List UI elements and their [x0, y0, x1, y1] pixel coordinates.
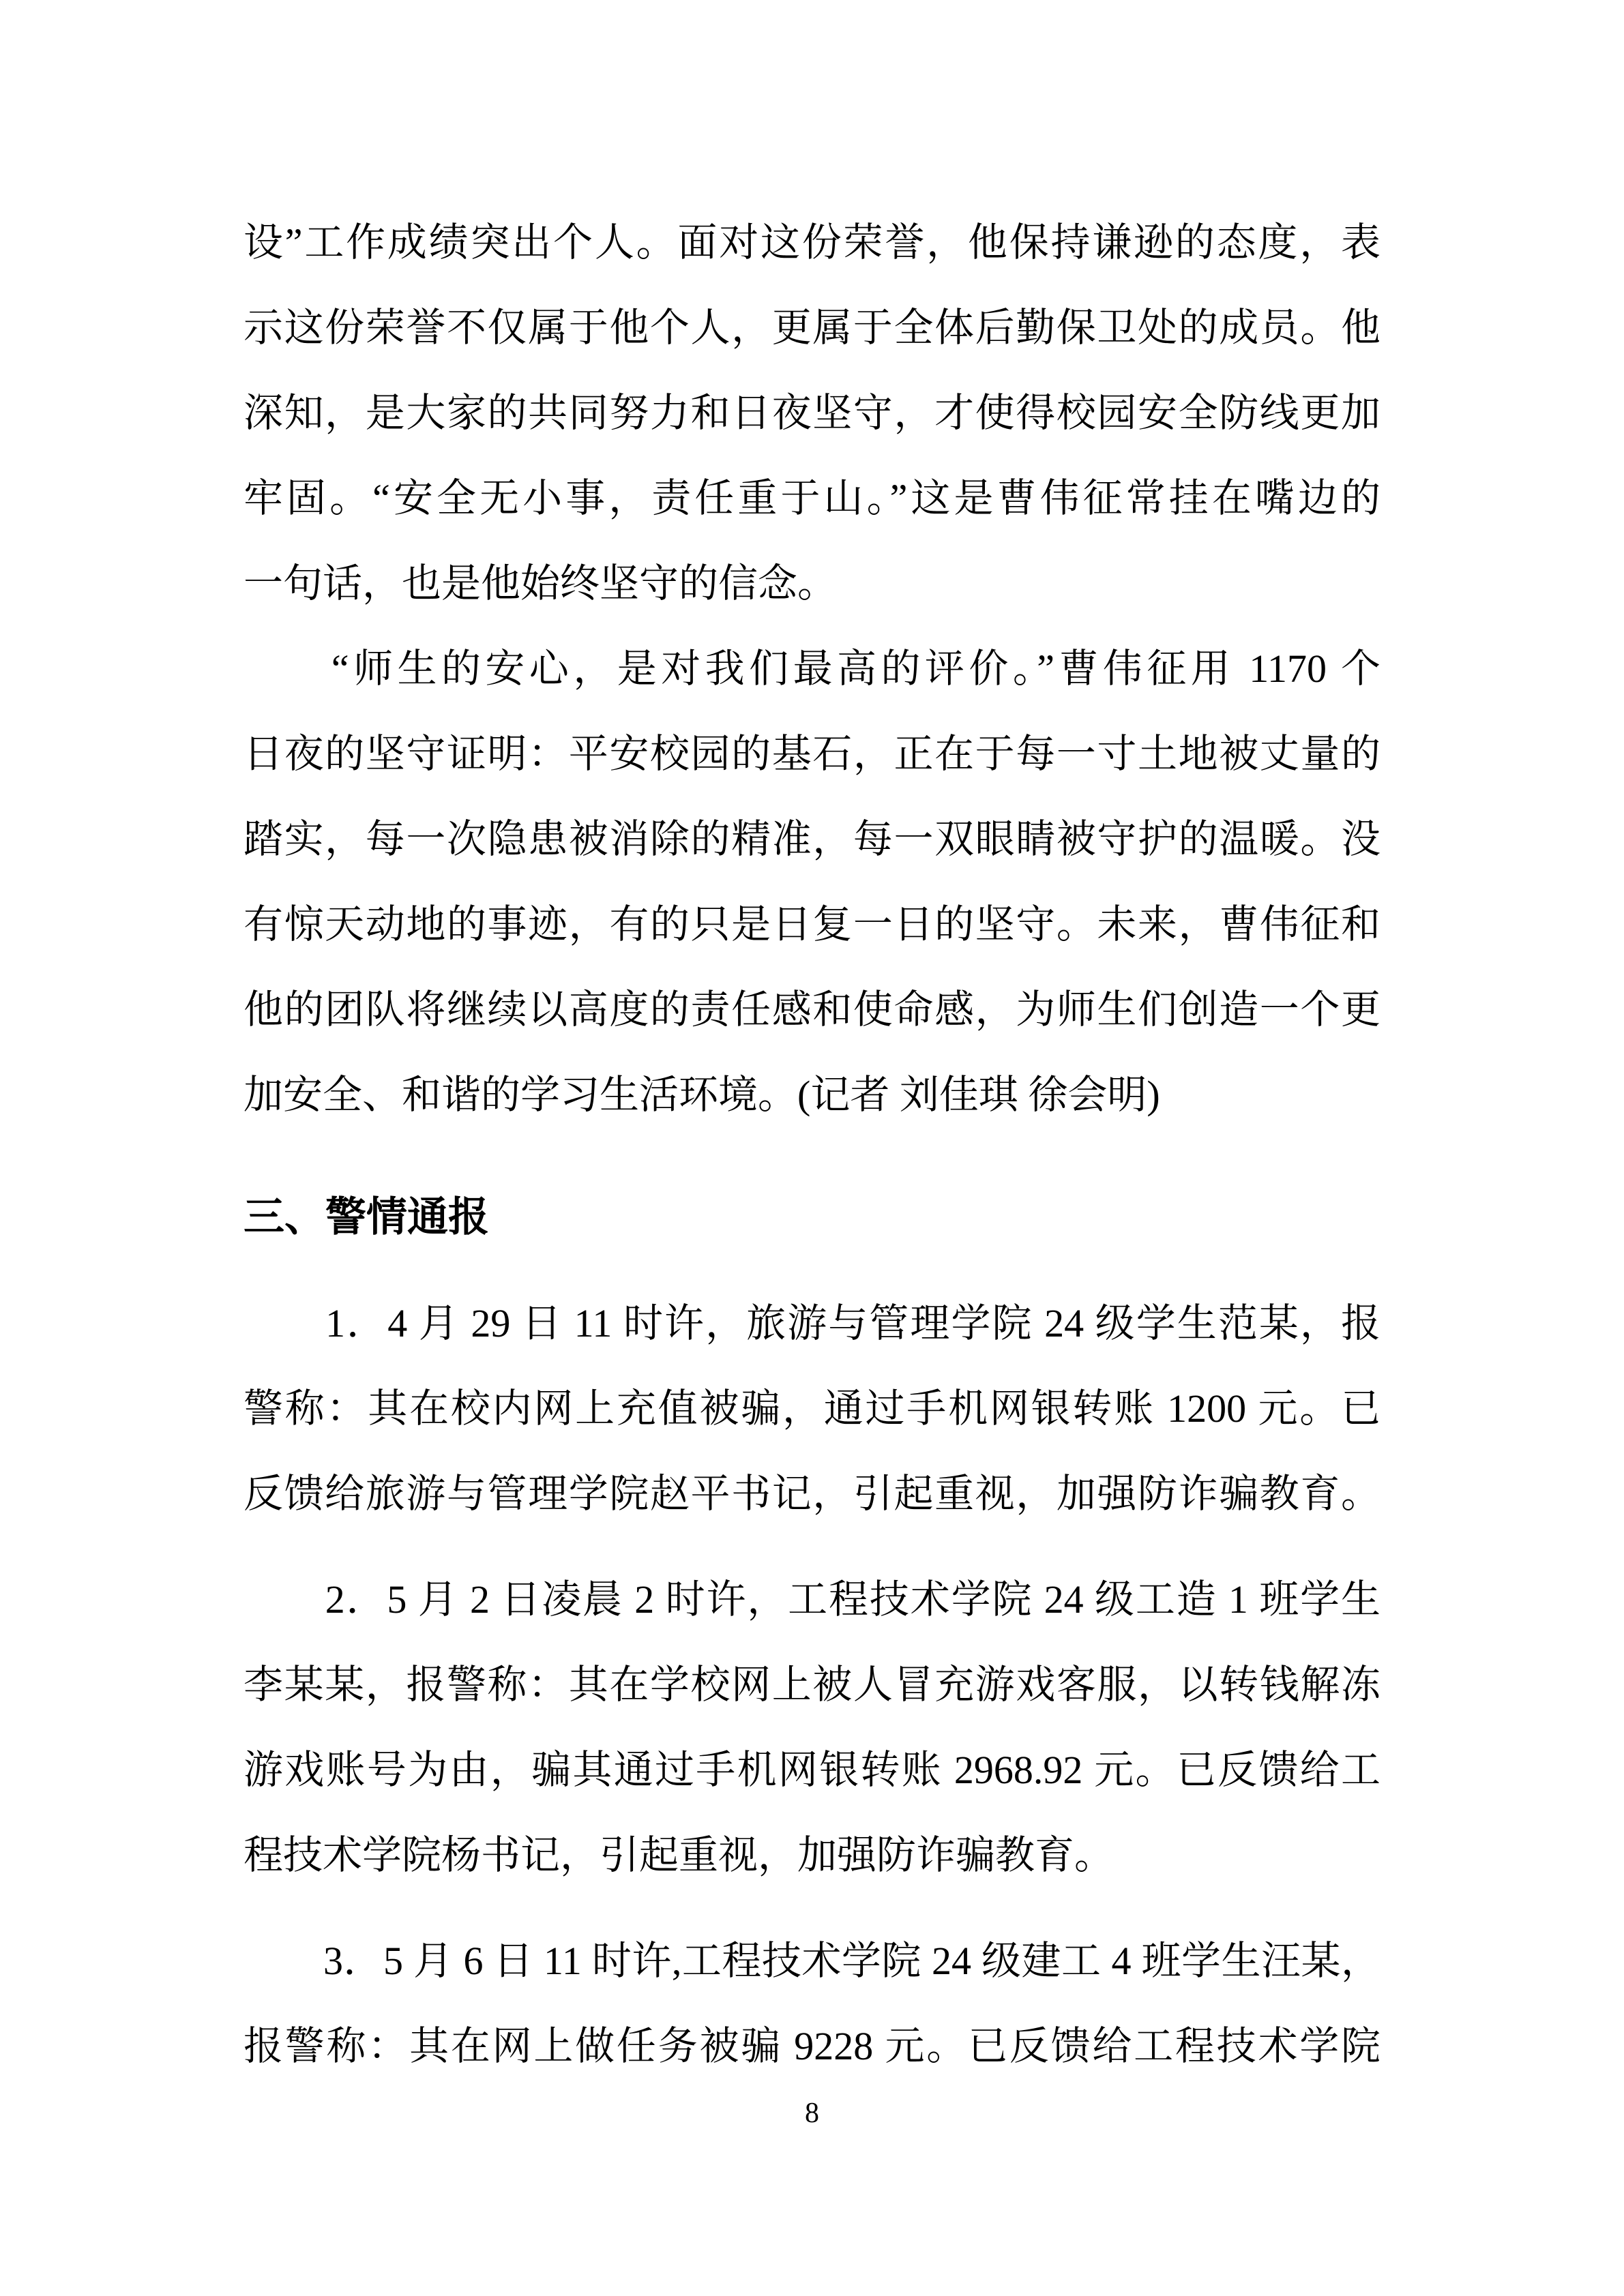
- text-line: 示这份荣誉不仅属于他个人，更属于全体后勤保卫处的成员。他: [243, 305, 1381, 350]
- text-line: 报警称：其在网上做任务被骗 9228 元。已反馈给工程技术学院: [243, 2024, 1381, 2068]
- page-number: 8: [805, 2098, 819, 2129]
- report-item: [243, 1557, 1381, 1898]
- text-line: 2．5 月 2 日凌晨 2 时许，工程技术学院 24 级工造 1 班学生: [243, 1577, 1381, 1622]
- text-line: 加安全、和谐的学习生活环境。(记者 刘佳琪 徐会明): [243, 1073, 1160, 1117]
- text-line: 李某某，报警称：其在学校网上被人冒充游戏客服，以转钱解冻: [243, 1663, 1381, 1707]
- report-item: [243, 1918, 1381, 2089]
- section-heading: [243, 1175, 1381, 1260]
- text-line: 警称：其在校内网上充值被骗，通过手机网银转账 1200 元。已: [243, 1386, 1381, 1431]
- text-line: 深知，是大家的共同努力和日夜坚守，才使得校园安全防线更加: [243, 391, 1381, 435]
- text-line: 游戏账号为由，骗其通过手机网银转账 2968.92 元。已反馈给工: [243, 1748, 1381, 1792]
- text-line: 1．4 月 29 日 11 时许，旅游与管理学院 24 级学生范某，报: [243, 1301, 1381, 1345]
- text-line: 牢固。“安全无小事，责任重于山。”这是曹伟征常挂在嘴边的: [243, 476, 1381, 520]
- text-line: 程技术学院杨书记，引起重视，加强防诈骗教育。: [243, 1833, 1114, 1877]
- text-line: 日夜的坚守证明：平安校园的基石，正在于每一寸土地被丈量的: [243, 732, 1381, 776]
- paragraph: [243, 200, 1381, 626]
- report-item: [243, 1281, 1381, 1536]
- text-line: 踏实，每一次隐患被消除的精准，每一双眼睛被守护的温暖。没: [243, 817, 1381, 861]
- text-line: 三、警情通报: [243, 1195, 489, 1240]
- text-line: 3．5 月 6 日 11 时许,工程技术学院 24 级建工 4 班学生汪某，: [243, 1939, 1381, 1983]
- text-line: 有惊天动地的事迹，有的只是日复一日的坚守。未来，曹伟征和: [243, 902, 1381, 946]
- text-line: “师生的安心，是对我们最高的评价。”曹伟征用 1170 个: [243, 646, 1381, 691]
- text-line: 反馈给旅游与管理学院赵平书记，引起重视，加强防诈骗教育。: [243, 1472, 1381, 1516]
- text-line: 他的团队将继续以高度的责任感和使命感，为师生们创造一个更: [243, 987, 1381, 1032]
- document-body: [243, 200, 1381, 2089]
- paragraph: [243, 626, 1381, 1137]
- text-line: 一句话，也是他始终坚守的信念。: [243, 561, 838, 606]
- text-line: 设”工作成绩突出个人。面对这份荣誉，他保持谦逊的态度，表: [243, 220, 1381, 265]
